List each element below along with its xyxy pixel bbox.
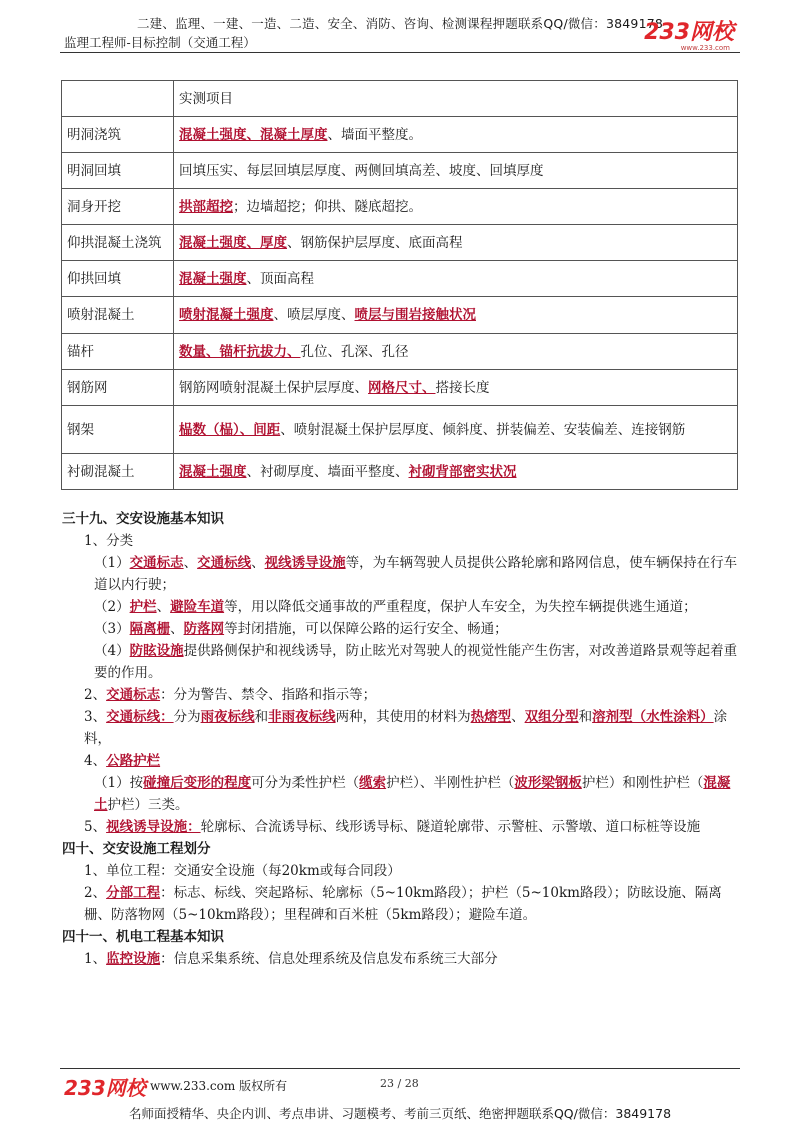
paragraph <box>62 596 742 618</box>
paragraph <box>62 750 742 772</box>
text-run: ；边墙超挖；仰拱、隧底超挖。 <box>233 198 422 215</box>
text-run: 轮廓标、合流诱导标、线形诱导标、隧道轮廓带、示警桩、示警墩、道口标桩等设施 <box>200 819 701 835</box>
text-run: 2、 <box>84 885 107 901</box>
highlight-text: 混凝土强度 <box>179 463 247 480</box>
text-run: 护栏）和刚性护栏（ <box>581 775 704 791</box>
text-run: 钢筋网喷射混凝土保护层厚度、 <box>179 379 368 396</box>
text-run: 分为 <box>173 709 201 725</box>
highlight-text: 防眩设施 <box>129 643 184 659</box>
table-cell-item: 洞身开挖 <box>62 189 174 225</box>
text-run: 三十九、交安设施基本知识 <box>62 511 224 527</box>
highlight-text: 混凝土 <box>94 775 731 813</box>
highlight-text: 混凝土强度、厚度 <box>179 234 287 251</box>
highlight-text: 防落网 <box>183 621 225 637</box>
highlight-text: 热熔型 <box>470 709 512 725</box>
highlight-text: 喷射混凝土强度 <box>179 307 274 323</box>
highlight-text: 缆索 <box>359 775 387 791</box>
table-header-label: 实测项目 <box>174 81 738 117</box>
paragraph <box>62 618 742 640</box>
text-run: 、墙面平整度。 <box>327 126 422 143</box>
table-header-empty <box>62 81 174 117</box>
brand-logo: 233网校 <box>644 20 734 45</box>
text-run: 2、 <box>84 687 107 703</box>
paragraph <box>62 816 742 838</box>
paragraph <box>62 772 742 816</box>
highlight-text: 视线诱导设施： <box>106 819 201 835</box>
table-cell-measurements <box>174 153 738 189</box>
highlight-text: 交通标线 <box>197 555 252 571</box>
highlight-text: 护栏 <box>129 599 157 615</box>
table-cell-measurements <box>174 406 738 454</box>
document-subtitle: 监理工程师-目标控制（交通工程） <box>64 35 256 50</box>
table-cell-item: 仰拱回填 <box>62 261 174 297</box>
brand-logo-url: www.233.com <box>680 44 730 52</box>
highlight-text: 波形梁钢板 <box>514 775 582 791</box>
highlight-text: 雨夜标线 <box>200 709 255 725</box>
table-row <box>62 261 738 297</box>
table-row <box>62 406 738 454</box>
document-body <box>62 508 742 970</box>
table-row <box>62 225 738 261</box>
text-run: （2） <box>94 599 130 615</box>
highlight-text: 监控设施 <box>106 951 161 967</box>
paragraph <box>62 860 742 882</box>
table-cell-item: 衬砌混凝土 <box>62 454 174 490</box>
paragraph <box>62 530 742 552</box>
highlight-text: 交通标志 <box>129 555 184 571</box>
text-run: 、喷射混凝土保护层厚度、倾斜度、拼装偏差、安装偏差、连接钢筋 <box>280 421 686 438</box>
highlight-text: 喷层与围岩接触状况 <box>354 307 476 323</box>
text-run: 、 <box>183 555 198 571</box>
text-run: 提供路侧保护和视线诱导，防止眩光对驾驶人的视觉性能产生伤害，对改善道路景观等起着重要的作用。 <box>94 643 738 681</box>
footer-logo: 233网校 <box>64 1076 146 1100</box>
highlight-text: 隔离栅 <box>129 621 171 637</box>
table-cell-measurements <box>174 297 738 334</box>
table-cell-item: 钢筋网 <box>62 370 174 406</box>
text-run: 四十一、机电工程基本知识 <box>62 929 224 945</box>
highlight-text: 溶剂型（水性涂料） <box>592 709 714 725</box>
text-run: 等封闭措施，可以保障公路的运行安全、畅通； <box>224 621 508 637</box>
highlight-text: 混凝土强度 <box>179 270 247 287</box>
text-run: 1、 <box>84 951 107 967</box>
text-run: 孔位、孔深、孔径 <box>300 343 409 360</box>
highlight-text: 榀数（榀）、间距 <box>179 421 281 438</box>
text-run: 、 <box>170 621 184 637</box>
footer-divider <box>60 1068 740 1069</box>
table-cell-measurements <box>174 117 738 153</box>
highlight-text: 混凝土强度、混凝土厚度 <box>179 126 328 143</box>
inspection-table <box>61 80 738 490</box>
text-run: 1、分类 <box>84 533 134 549</box>
highlight-text: 交通标志 <box>106 687 161 703</box>
table-row <box>62 334 738 370</box>
highlight-text: 公路护栏 <box>106 753 161 769</box>
text-run: 涂料， <box>84 709 728 747</box>
text-run: 等，用以降低交通事故的严重程度，保护人车安全，为失控车辆提供逃生通道； <box>224 599 697 615</box>
section-heading <box>62 838 742 860</box>
highlight-text: 避险车道 <box>170 599 225 615</box>
highlight-text: 网格尺寸、 <box>368 379 436 396</box>
text-run: 回填压实、每层回填层厚度、两侧回填高差、坡度、回填厚度 <box>179 162 544 179</box>
text-run: 护栏）三类。 <box>107 797 189 813</box>
table-cell-measurements <box>174 454 738 490</box>
section-heading <box>62 926 742 948</box>
text-run: （4） <box>94 643 130 659</box>
text-run: 、钢筋保护层厚度、底面高程 <box>287 234 463 251</box>
table-cell-measurements <box>174 370 738 406</box>
table-row <box>62 454 738 490</box>
table-cell-item: 钢架 <box>62 406 174 454</box>
highlight-text: 非雨夜标线 <box>268 709 336 725</box>
highlight-text: 交通标线： <box>106 709 174 725</box>
table-cell-item: 锚杆 <box>62 334 174 370</box>
text-run: ：分为警告、禁令、指路和指示等； <box>160 687 377 703</box>
text-run: 两种，其使用的材料为 <box>335 709 471 725</box>
text-run: 等，为车辆驾驶人员提供公路轮廓和路网信息，使车辆保持在行车道以内行驶； <box>94 555 738 593</box>
table-header-row <box>62 81 738 117</box>
text-run: 、衬砌厚度、墙面平整度、 <box>246 463 409 480</box>
text-run: ：标志、标线、突起路标、轮廓标（5~10km路段）；护栏（5~10km路段）；防眩设施、隔离栅、防落物网（5~10km路段）；里程碑和百米桩（5km路段）；避险车道。 <box>84 885 722 923</box>
text-run: 、 <box>251 555 265 571</box>
footer-copyright: www.233.com 版权所有 <box>150 1079 288 1093</box>
text-run: 5、 <box>84 819 107 835</box>
text-run: ：信息采集系统、信息处理系统及信息发布系统三大部分 <box>160 951 498 967</box>
text-run: 3、 <box>84 709 107 725</box>
highlight-text: 分部工程 <box>106 885 161 901</box>
paragraph <box>62 684 742 706</box>
table-row <box>62 189 738 225</box>
table-cell-measurements <box>174 225 738 261</box>
section-heading <box>62 508 742 530</box>
header-divider <box>60 52 740 53</box>
table-cell-item: 明洞浇筑 <box>62 117 174 153</box>
table-cell-measurements <box>174 261 738 297</box>
text-run: 4、 <box>84 753 107 769</box>
table-cell-item: 仰拱混凝土浇筑 <box>62 225 174 261</box>
text-run: 、 <box>156 599 171 615</box>
table-row <box>62 153 738 189</box>
text-run: 四十、交安设施工程划分 <box>62 841 211 857</box>
highlight-text: 衬砌背部密实状况 <box>408 463 517 480</box>
text-run: 护栏）、半刚性护栏（ <box>386 775 515 791</box>
paragraph <box>62 640 742 684</box>
highlight-text: 拱部超挖 <box>179 198 233 215</box>
table-cell-item: 喷射混凝土 <box>62 297 174 334</box>
highlight-text: 视线诱导设施 <box>264 555 346 571</box>
paragraph <box>62 882 742 926</box>
text-run: 和 <box>254 709 269 725</box>
table-row <box>62 297 738 334</box>
text-run: （1）按 <box>94 775 144 791</box>
paragraph <box>62 706 742 750</box>
table-row <box>62 117 738 153</box>
text-run: 1、单位工程：交通安全设施（每20km或每合同段） <box>84 863 401 879</box>
text-run: 可分为柔性护栏（ <box>251 775 360 791</box>
text-run: 和 <box>578 709 593 725</box>
text-run: 、顶面高程 <box>246 270 314 287</box>
highlight-text: 双组分型 <box>524 709 579 725</box>
text-run: （1） <box>94 555 130 571</box>
footer-promo-text: 名师面授精华、央企内训、考点串讲、习题模考、考前三页纸、绝密押题联系QQ/微信：3849178 <box>128 1106 672 1121</box>
highlight-text: 数量、锚杆抗拔力、 <box>179 343 301 360</box>
page-number: 23 / 28 <box>380 1077 419 1090</box>
text-run: 、 <box>511 709 525 725</box>
paragraph <box>62 948 742 970</box>
header-promo-text: 二建、监理、一建、一造、二造、安全、消防、咨询、检测课程押题联系QQ/微信：3849178 <box>136 16 664 31</box>
text-run: 、喷层厚度、 <box>273 307 355 323</box>
highlight-text: 碰撞后变形的程度 <box>143 775 252 791</box>
table-cell-item: 明洞回填 <box>62 153 174 189</box>
text-run: 搭接长度 <box>435 379 490 396</box>
text-run: （3） <box>94 621 130 637</box>
table-row <box>62 370 738 406</box>
table-cell-measurements <box>174 334 738 370</box>
table-cell-measurements <box>174 189 738 225</box>
paragraph <box>62 552 742 596</box>
